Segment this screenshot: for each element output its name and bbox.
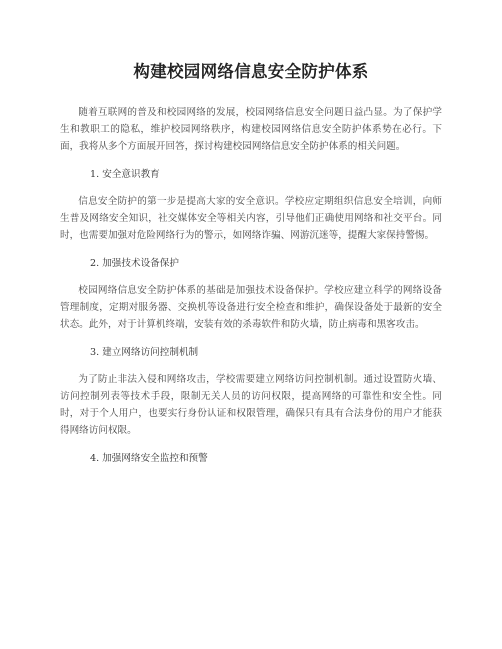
section-heading-2: 2. 加强技术设备保护: [90, 258, 179, 269]
section-heading-3: 3. 建立网络访问控制机制: [90, 347, 199, 358]
intro-paragraph: 随着互联网的普及和校园网络的发展，校园网络信息安全问题日益凸显。为了保护学生和教职工的隐私，维护校园网络秩序，构建校园网络信息安全防护体系势在必行。下面，我将从多个方面展开回答，探讨构建校园网络信息安全防护体系的相关问题。: [60, 107, 442, 152]
section-body-1: 信息安全防护的第一步是提高大家的安全意识。学校应定期组织信息安全培训，向师生普及网络安全知识，社交媒体安全等相关内容，引导他们正确使用网络和社交平台。同时，也需要加强对危险网络行为的警示，如网络诈骗、网游沉迷等，提醒大家保持警惕。: [60, 196, 442, 241]
section-heading-1: 1. 安全意识教育: [90, 169, 160, 180]
section-body-2: 校园网络信息安全防护体系的基础是加强技术设备保护。学校应建立科学的网络设备管理制度，定期对服务器、交换机等设备进行安全检查和维护，确保设备处于最新的安全状态。此外，对于计算机终端，安装有效的杀毒软件和防火墙，防止病毒和黑客攻击。: [60, 285, 442, 330]
document-title: 构建校园网络信息安全防护体系: [133, 62, 369, 81]
section-body-3: 为了防止非法入侵和网络攻击，学校需要建立网络访问控制机制。通过设置防火墙、访问控制列表等技术手段，限制无关人员的访问权限，提高网络的可靠性和安全性。同时，对于个人用户，也要实行身份认证和权限管理，确保只有具有合法身份的用户才能获得网络访问权限。: [60, 374, 442, 436]
section-heading-4: 4. 加强网络安全监控和预警: [90, 453, 208, 464]
